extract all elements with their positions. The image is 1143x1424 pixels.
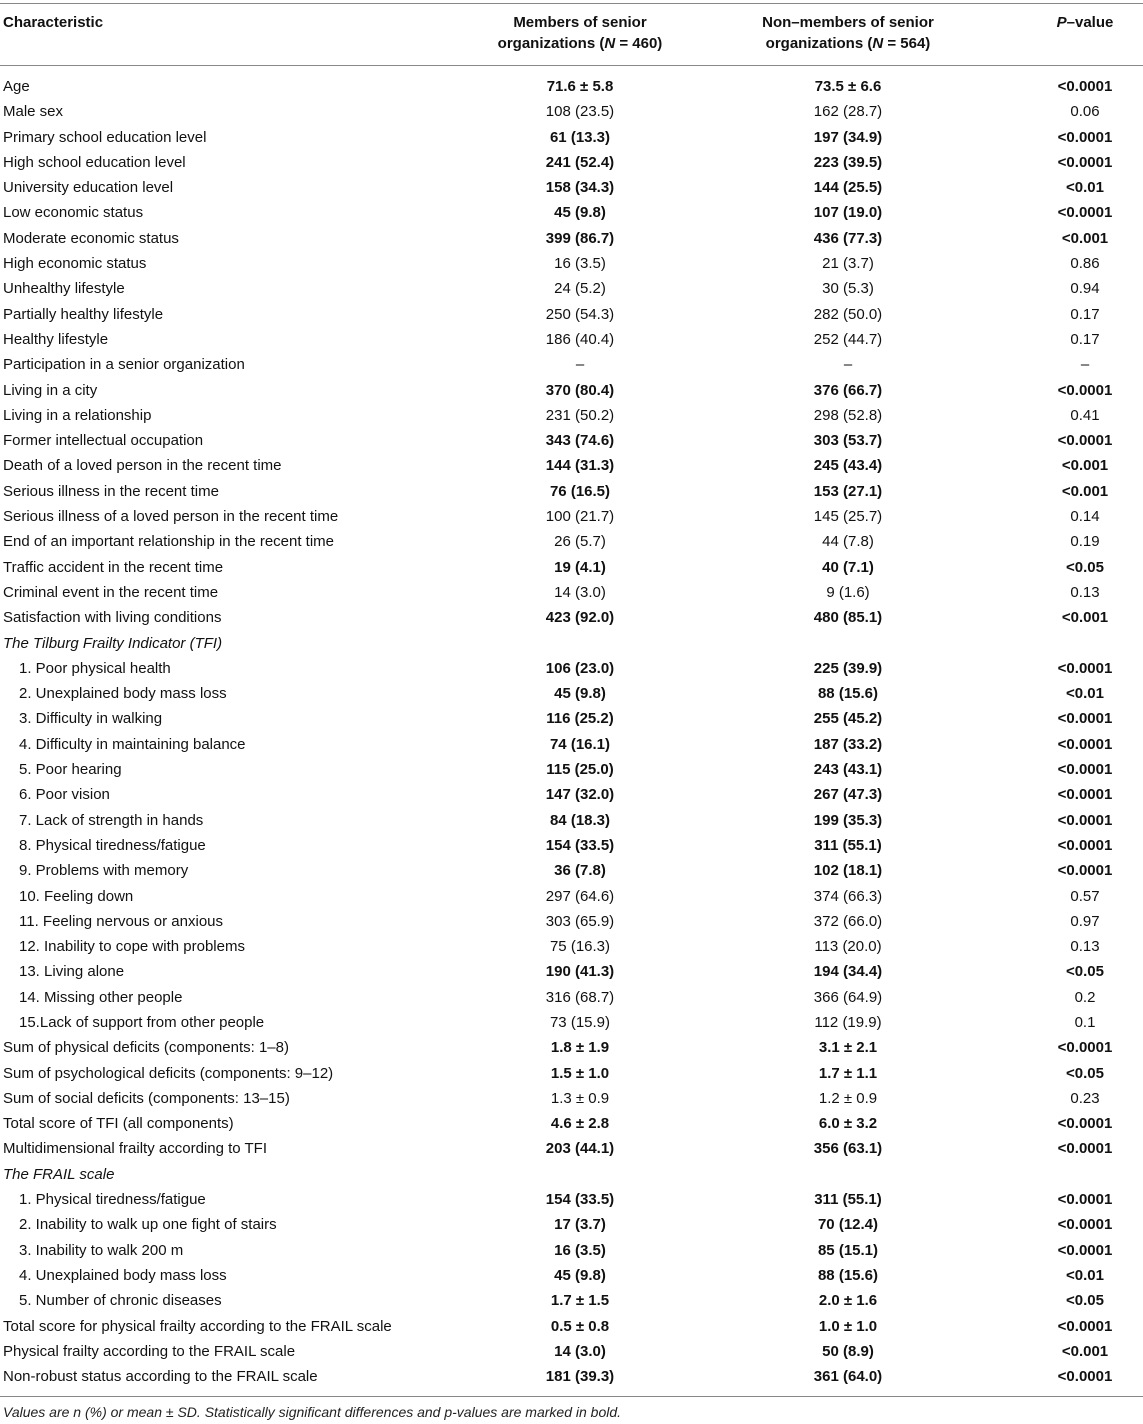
p-value: <0.0001 (1057, 432, 1113, 450)
nonmembers-value: 153 (27.1) (813, 482, 883, 500)
table-row (0, 909, 1143, 934)
nonmembers-value: 223 (39.5) (813, 153, 883, 171)
table-row (0, 1263, 1143, 1288)
p-value: <0.001 (1061, 609, 1109, 627)
row-label: Multidimensional frailty according to TFI (3, 1140, 267, 1158)
members-value: 399 (86.7) (545, 229, 615, 247)
nonmembers-value: 40 (7.1) (822, 558, 874, 576)
row-label: High school education level (3, 153, 186, 171)
header-pvalue-rest: –value (1066, 14, 1114, 31)
p-value: 0.86 (1070, 255, 1100, 273)
p-value: <0.0001 (1057, 1115, 1113, 1133)
p-value: 0.19 (1070, 533, 1100, 551)
table-body (0, 74, 1143, 1389)
row-label: Non-robust status according to the FRAIL scale (3, 1368, 318, 1386)
p-value: <0.01 (1066, 179, 1104, 197)
row-label: Moderate economic status (3, 229, 179, 247)
nonmembers-value: 436 (77.3) (813, 229, 883, 247)
row-label: 9. Problems with memory (19, 862, 189, 880)
members-value: 190 (41.3) (545, 963, 615, 981)
table-row (0, 782, 1143, 807)
row-label: Death of a loved person in the recent time (3, 457, 282, 475)
nonmembers-value: 88 (15.6) (817, 1266, 879, 1284)
table-row (0, 1187, 1143, 1212)
p-value: <0.0001 (1057, 381, 1113, 399)
header-pvalue (1040, 12, 1130, 33)
table-row (0, 959, 1143, 984)
nonmembers-value: 30 (5.3) (822, 280, 874, 298)
members-value: 100 (21.7) (545, 508, 615, 526)
table-row (0, 1061, 1143, 1086)
header-members (455, 12, 705, 54)
nonmembers-value: 3.1 ± 2.1 (818, 1039, 878, 1057)
table-row (0, 251, 1143, 276)
p-value: <0.001 (1061, 457, 1109, 475)
table-row (0, 125, 1143, 150)
nonmembers-value: 361 (64.0) (813, 1368, 883, 1386)
members-value: 297 (64.6) (545, 887, 615, 905)
nonmembers-value: 73.5 ± 6.6 (814, 78, 882, 95)
p-value: <0.05 (1066, 1064, 1104, 1082)
table-row (0, 352, 1143, 377)
row-label: 7. Lack of strength in hands (19, 811, 204, 829)
members-value: 24 (5.2) (554, 280, 606, 298)
row-label: Serious illness in the recent time (3, 482, 219, 500)
row-label: University education level (3, 179, 174, 197)
nonmembers-value: 113 (20.0) (814, 938, 882, 956)
nonmembers-value: 9 (1.6) (826, 583, 870, 601)
nonmembers-value: 356 (63.1) (813, 1140, 883, 1158)
nonmembers-value: 1.2 ± 0.9 (818, 1089, 878, 1107)
members-value: 26 (5.7) (554, 533, 606, 551)
p-value: <0.0001 (1057, 1039, 1113, 1057)
p-value: <0.05 (1066, 963, 1104, 981)
row-label: 11. Feeling nervous or anxious (19, 912, 224, 930)
table-row (0, 1314, 1143, 1339)
nonmembers-value: 187 (33.2) (813, 735, 883, 753)
members-value: 73 (15.9) (549, 1013, 611, 1031)
nonmembers-value: 88 (15.6) (817, 685, 879, 703)
nonmembers-value: 145 (25.7) (813, 508, 883, 526)
p-value: <0.0001 (1057, 836, 1113, 854)
nonmembers-value: 311 (55.1) (814, 1191, 882, 1209)
members-value: 75 (16.3) (549, 938, 611, 956)
header-nonmembers-line2-post: = 564) (883, 35, 931, 52)
header-nonmembers-line2-pre: organizations ( (765, 35, 873, 52)
p-value: 0.97 (1070, 912, 1100, 930)
p-value: <0.0001 (1057, 1317, 1113, 1335)
row-label: Satisfaction with living conditions (3, 609, 222, 627)
members-value: 231 (50.2) (545, 406, 615, 424)
header-members-line2 (455, 33, 705, 54)
nonmembers-value: 252 (44.7) (813, 330, 883, 348)
nonmembers-value: 243 (43.1) (813, 761, 883, 779)
p-value: 0.94 (1070, 280, 1100, 298)
row-label: Sum of physical deficits (components: 1–8) (3, 1039, 289, 1057)
nonmembers-value: – (843, 356, 853, 374)
row-label: 10. Feeling down (19, 887, 134, 905)
row-label: Former intellectual occupation (3, 432, 204, 450)
table-row (0, 1288, 1143, 1313)
members-value: 45 (9.8) (554, 204, 606, 222)
row-label: 14. Missing other people (19, 988, 183, 1006)
table-row (0, 706, 1143, 731)
members-value: 108 (23.5) (545, 103, 615, 121)
table-row (0, 1111, 1143, 1136)
table-row (0, 1364, 1143, 1389)
nonmembers-value: 70 (12.4) (817, 1216, 879, 1234)
header-nonmembers-line2 (723, 33, 973, 54)
table-row (0, 1086, 1143, 1111)
p-value: 0.2 (1074, 988, 1096, 1006)
members-value: 147 (32.0) (545, 786, 615, 804)
row-label: Low economic status (3, 204, 144, 222)
row-label: Sum of social deficits (components: 13–15) (3, 1089, 290, 1107)
p-value: 0.13 (1070, 583, 1100, 601)
members-value: 45 (9.8) (554, 1266, 606, 1284)
row-label: 5. Poor hearing (19, 761, 122, 779)
table-row (0, 757, 1143, 782)
members-value: 1.8 ± 1.9 (550, 1039, 610, 1057)
table-row (0, 808, 1143, 833)
members-value: 45 (9.8) (554, 685, 606, 703)
table-row (0, 580, 1143, 605)
p-value: <0.0001 (1057, 128, 1113, 146)
members-value: 19 (4.1) (554, 558, 606, 576)
row-label: The Tilburg Frailty Indicator (TFI) (3, 634, 223, 652)
row-label: Unhealthy lifestyle (3, 280, 125, 298)
p-value: <0.0001 (1057, 1241, 1113, 1259)
p-value: <0.001 (1061, 229, 1109, 247)
p-value: <0.0001 (1057, 1216, 1113, 1234)
p-value: 0.23 (1070, 1089, 1100, 1107)
row-label: Living in a relationship (3, 406, 152, 424)
p-value: <0.0001 (1057, 761, 1113, 779)
nonmembers-value: 162 (28.7) (813, 103, 883, 121)
row-label: Sum of psychological deficits (components: 9–12) (3, 1064, 334, 1082)
row-label: Traffic accident in the recent time (3, 558, 224, 576)
table-row (0, 985, 1143, 1010)
nonmembers-value: 267 (47.3) (813, 786, 883, 804)
members-value: 370 (80.4) (545, 381, 615, 399)
header-nonmembers-line1: Non–members of senior (762, 14, 934, 31)
nonmembers-value: 374 (66.3) (813, 887, 883, 905)
table-row (0, 200, 1143, 225)
table-row (0, 276, 1143, 301)
nonmembers-value: 112 (19.9) (814, 1013, 882, 1031)
row-label: 1. Physical tiredness/fatigue (19, 1191, 206, 1209)
p-value: <0.01 (1066, 685, 1104, 703)
members-value: 115 (25.0) (546, 761, 614, 779)
p-value: <0.0001 (1057, 78, 1113, 95)
members-value: 241 (52.4) (545, 153, 615, 171)
table-row (0, 1212, 1143, 1237)
row-label: Primary school education level (3, 128, 207, 146)
table-row (0, 504, 1143, 529)
header-members-n: N (604, 35, 616, 52)
table-row (0, 175, 1143, 200)
header-members-line2-post: = 460) (615, 35, 663, 52)
p-value: 0.57 (1070, 887, 1100, 905)
row-label: Serious illness of a loved person in the recent time (3, 508, 339, 526)
members-value: 76 (16.5) (549, 482, 611, 500)
p-value: <0.0001 (1057, 1368, 1113, 1386)
members-value: 14 (3.0) (554, 583, 606, 601)
table-row (0, 378, 1143, 403)
header-characteristic: Characteristic (3, 14, 104, 31)
nonmembers-value: 303 (53.7) (813, 432, 883, 450)
members-value: 0.5 ± 0.8 (550, 1317, 610, 1335)
p-value: <0.0001 (1057, 204, 1113, 222)
nonmembers-value: 480 (85.1) (813, 609, 883, 627)
p-value: 0.17 (1070, 305, 1100, 323)
p-value: <0.0001 (1057, 710, 1113, 728)
nonmembers-value: 1.0 ± 1.0 (818, 1317, 878, 1335)
section-header-row (0, 631, 1143, 656)
row-label: 15.Lack of support from other people (19, 1013, 265, 1031)
table-row (0, 858, 1143, 883)
row-label: 5. Number of chronic diseases (19, 1292, 222, 1310)
members-value: 116 (25.2) (546, 710, 614, 728)
table-row (0, 150, 1143, 175)
p-value: <0.0001 (1057, 735, 1113, 753)
row-label: High economic status (3, 255, 147, 273)
table-row (0, 681, 1143, 706)
nonmembers-value: 194 (34.4) (813, 963, 883, 981)
row-label: 2. Inability to walk up one fight of stairs (19, 1216, 277, 1234)
row-label: The FRAIL scale (3, 1165, 115, 1183)
row-label: Age (3, 78, 30, 95)
table-row (0, 1238, 1143, 1263)
members-value: 16 (3.5) (554, 255, 606, 273)
header-members-line1: Members of senior (513, 14, 647, 31)
nonmembers-value: 21 (3.7) (822, 255, 874, 273)
nonmembers-value: 298 (52.8) (813, 406, 883, 424)
header-rule (0, 65, 1143, 66)
nonmembers-value: 102 (18.1) (813, 862, 883, 880)
row-label: Male sex (3, 103, 64, 121)
members-value: 154 (33.5) (545, 836, 615, 854)
members-value: 316 (68.7) (545, 988, 615, 1006)
row-label: End of an important relationship in the recent time (3, 533, 335, 551)
header-members-line2-pre: organizations ( (497, 35, 605, 52)
p-value: <0.0001 (1057, 1191, 1113, 1209)
members-value: 158 (34.3) (545, 179, 615, 197)
members-value: 61 (13.3) (549, 128, 611, 146)
table-row (0, 555, 1143, 580)
nonmembers-value: 245 (43.4) (813, 457, 883, 475)
nonmembers-value: 225 (39.9) (813, 659, 883, 677)
members-value: 144 (31.3) (545, 457, 615, 475)
table-row (0, 529, 1143, 554)
header-nonmembers (723, 12, 973, 54)
table-row (0, 479, 1143, 504)
members-value: 303 (65.9) (545, 912, 615, 930)
members-value: – (575, 356, 585, 374)
p-value: <0.0001 (1057, 811, 1113, 829)
table-row (0, 327, 1143, 352)
members-value: 423 (92.0) (545, 609, 615, 627)
members-value: 71.6 ± 5.8 (546, 78, 614, 95)
members-value: 1.5 ± 1.0 (550, 1064, 610, 1082)
table-row (0, 428, 1143, 453)
table-row (0, 1010, 1143, 1035)
table-row (0, 605, 1143, 630)
table-row (0, 1339, 1143, 1364)
table-row (0, 732, 1143, 757)
nonmembers-value: 366 (64.9) (813, 988, 883, 1006)
nonmembers-value: 282 (50.0) (813, 305, 883, 323)
table-row (0, 1136, 1143, 1161)
table-row (0, 1035, 1143, 1060)
table-row (0, 833, 1143, 858)
table-row (0, 884, 1143, 909)
p-value: <0.01 (1066, 1266, 1104, 1284)
nonmembers-value: 199 (35.3) (813, 811, 883, 829)
row-label: 1. Poor physical health (19, 659, 171, 677)
p-value: <0.05 (1066, 558, 1104, 576)
row-label: Criminal event in the recent time (3, 583, 219, 601)
nonmembers-value: 255 (45.2) (813, 710, 883, 728)
p-value: – (1080, 356, 1090, 374)
members-value: 17 (3.7) (554, 1216, 606, 1234)
top-rule (0, 3, 1143, 4)
row-label: 6. Poor vision (19, 786, 110, 804)
p-value: <0.001 (1061, 1342, 1109, 1360)
nonmembers-value: 6.0 ± 3.2 (818, 1115, 878, 1133)
nonmembers-value: 376 (66.7) (813, 381, 883, 399)
members-value: 16 (3.5) (554, 1241, 606, 1259)
nonmembers-value: 197 (34.9) (813, 128, 883, 146)
row-label: 13. Living alone (19, 963, 125, 981)
nonmembers-value: 107 (19.0) (813, 204, 883, 222)
row-label: 4. Unexplained body mass loss (19, 1266, 227, 1284)
row-label: 4. Difficulty in maintaining balance (19, 735, 246, 753)
table-row (0, 99, 1143, 124)
row-label: 12. Inability to cope with problems (19, 938, 245, 956)
nonmembers-value: 372 (66.0) (813, 912, 883, 930)
table-row (0, 453, 1143, 478)
header-pvalue-p: P (1056, 14, 1067, 31)
p-value: <0.001 (1061, 482, 1109, 500)
p-value: <0.0001 (1057, 659, 1113, 677)
row-label: Total score of TFI (all components) (3, 1115, 234, 1133)
p-value: <0.0001 (1057, 786, 1113, 804)
table-row (0, 656, 1143, 681)
p-value: 0.13 (1070, 938, 1100, 956)
table-row (0, 74, 1143, 99)
row-label: Healthy lifestyle (3, 330, 109, 348)
p-value: 0.06 (1070, 103, 1100, 121)
row-label: Participation in a senior organization (3, 356, 245, 374)
members-value: 1.7 ± 1.5 (550, 1292, 610, 1310)
p-value: 0.14 (1070, 508, 1100, 526)
table-row (0, 226, 1143, 251)
table-row (0, 403, 1143, 428)
row-label: 3. Difficulty in walking (19, 710, 163, 728)
nonmembers-value: 2.0 ± 1.6 (818, 1292, 878, 1310)
nonmembers-value: 44 (7.8) (822, 533, 874, 551)
row-label: 3. Inability to walk 200 m (19, 1241, 184, 1259)
members-value: 14 (3.0) (554, 1342, 606, 1360)
row-label: Partially healthy lifestyle (3, 305, 164, 323)
members-value: 84 (18.3) (549, 811, 611, 829)
bottom-rule (0, 1396, 1143, 1397)
p-value: <0.0001 (1057, 862, 1113, 880)
row-label: Total score for physical frailty according to the FRAIL scale (3, 1317, 392, 1335)
row-label: Living in a city (3, 381, 98, 399)
row-label: Physical frailty according to the FRAIL scale (3, 1342, 296, 1360)
header-nonmembers-n: N (872, 35, 884, 52)
table-row (0, 934, 1143, 959)
p-value: 0.1 (1074, 1013, 1096, 1031)
p-value: 0.41 (1070, 406, 1100, 424)
nonmembers-value: 144 (25.5) (813, 179, 883, 197)
members-value: 203 (44.1) (545, 1140, 615, 1158)
row-label: 8. Physical tiredness/fatigue (19, 836, 206, 854)
nonmembers-value: 1.7 ± 1.1 (818, 1064, 878, 1082)
members-value: 1.3 ± 0.9 (550, 1089, 610, 1107)
members-value: 4.6 ± 2.8 (550, 1115, 610, 1133)
members-value: 154 (33.5) (545, 1191, 615, 1209)
members-value: 181 (39.3) (545, 1368, 615, 1386)
members-value: 343 (74.6) (545, 432, 615, 450)
p-value: <0.0001 (1057, 1140, 1113, 1158)
members-value: 74 (16.1) (549, 735, 611, 753)
members-value: 36 (7.8) (554, 862, 606, 880)
nonmembers-value: 311 (55.1) (814, 836, 882, 854)
p-value: <0.05 (1066, 1292, 1104, 1310)
members-value: 186 (40.4) (545, 330, 615, 348)
nonmembers-value: 85 (15.1) (817, 1241, 879, 1259)
table-footnote: Values are n (%) or mean ± SD. Statistically significant differences and p-values are marked in bold. (3, 1404, 622, 1420)
members-value: 250 (54.3) (545, 305, 615, 323)
row-label: 2. Unexplained body mass loss (19, 685, 227, 703)
nonmembers-value: 50 (8.9) (822, 1342, 874, 1360)
table-row (0, 302, 1143, 327)
p-value: <0.0001 (1057, 153, 1113, 171)
section-header-row (0, 1162, 1143, 1187)
members-value: 106 (23.0) (545, 659, 615, 677)
p-value: 0.17 (1070, 330, 1100, 348)
